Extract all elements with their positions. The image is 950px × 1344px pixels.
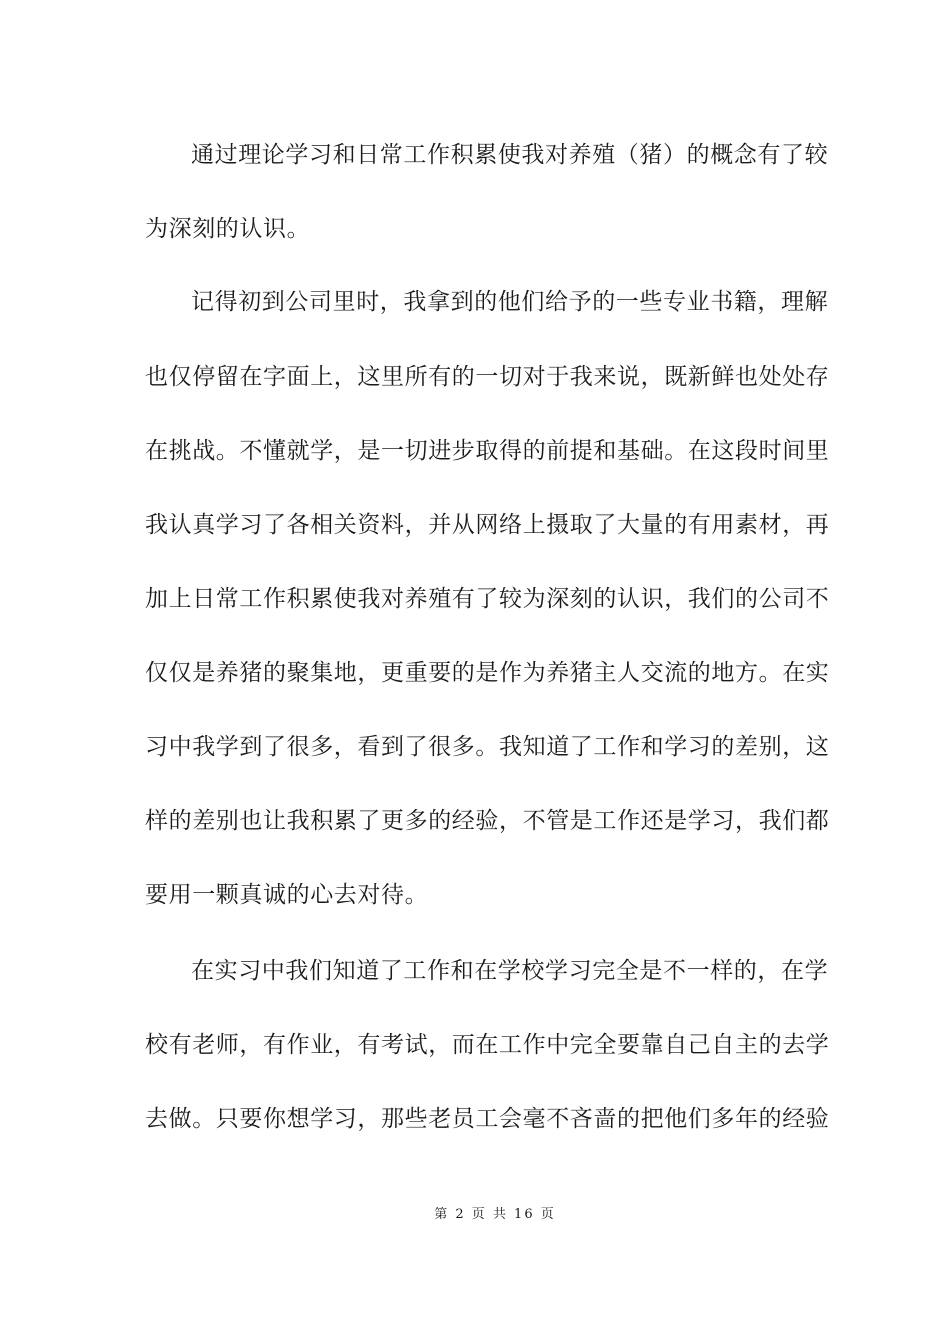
paragraph-line: 为深刻的认识。 [145,216,311,242]
paragraph-line: 样的差别也让我积累了更多的经验，不管是工作还是学习，我们都 [145,808,830,834]
paragraph-line: 在实习中我们知道了工作和在学校学习完全是不一样的，在学 [191,958,829,984]
page-number-footer: 第 2 页 共 16 页 [434,1207,556,1222]
paragraph-line: 我认真学习了各相关资料，并从网络上摄取了大量的有用素材，再 [145,512,830,538]
paragraph-line: 习中我学到了很多，看到了很多。我知道了工作和学习的差别，这 [145,734,830,760]
paragraph-line: 仅仅是养猪的聚集地，更重要的是作为养猪主人交流的地方。在实 [145,660,830,686]
paragraph-line: 在挑战。不懂就学，是一切进步取得的前提和基础。在这段时间里 [145,438,830,464]
paragraph-line: 去做。只要你想学习，那些老员工会毫不吝啬的把他们多年的经验 [145,1106,830,1132]
paragraph-line: 加上日常工作积累使我对养殖有了较为深刻的认识，我们的公司不 [145,586,830,612]
paragraph-line: 也仅停留在字面上，这里所有的一切对于我来说，既新鲜也处处存 [145,364,830,390]
paragraph-line: 记得初到公司里时，我拿到的他们给予的一些专业书籍，理解 [191,289,829,315]
paragraph-line: 校有老师，有作业，有考试，而在工作中完全要靠自己自主的去学 [145,1032,830,1058]
paragraph-line: 要用一颗真诚的心去对待。 [145,882,429,908]
paragraph-line: 通过理论学习和日常工作积累使我对养殖（猪）的概念有了较 [191,142,829,168]
